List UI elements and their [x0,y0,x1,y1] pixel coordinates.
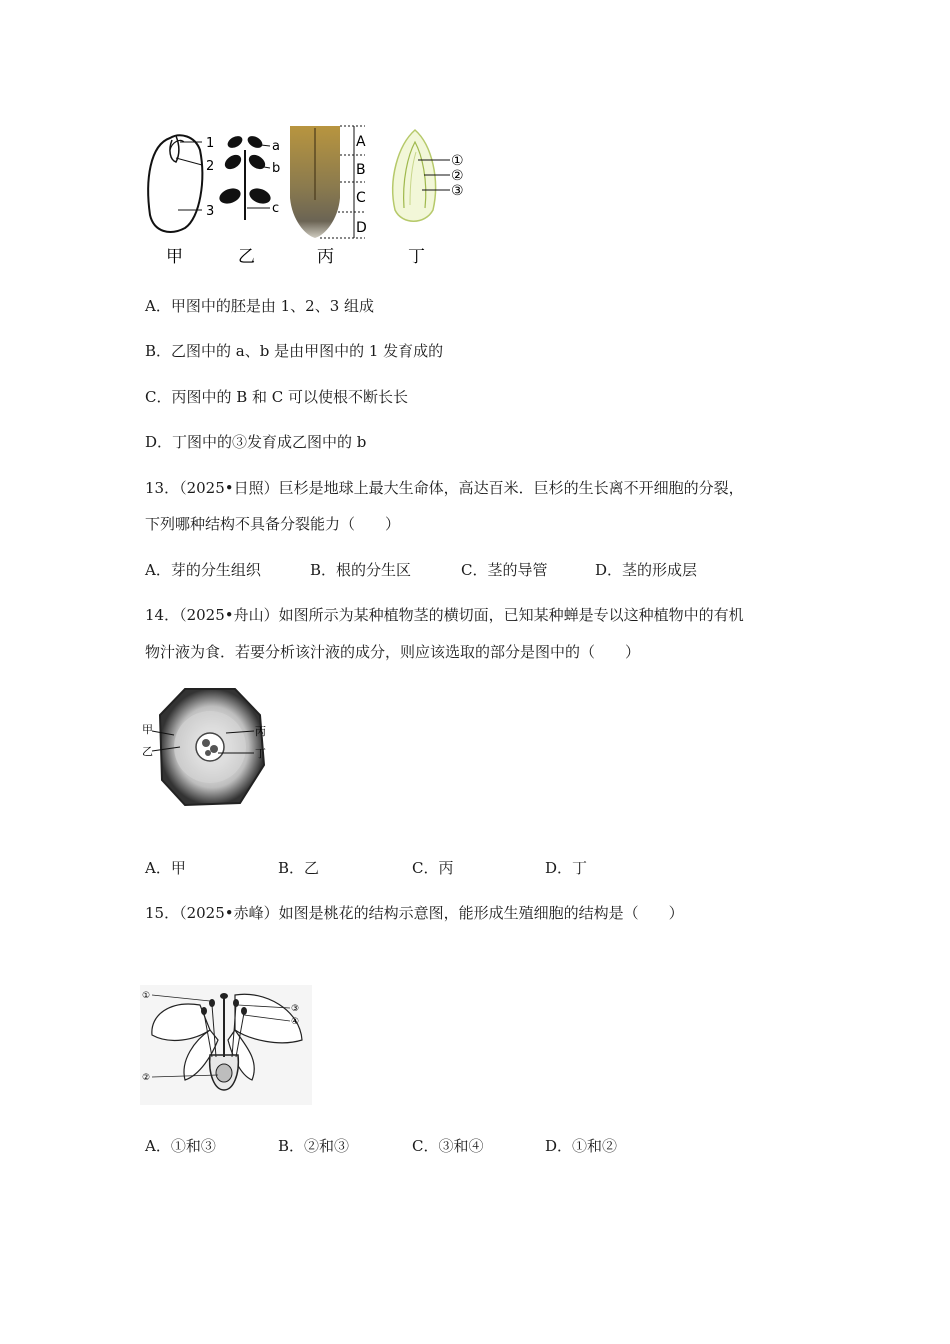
stem-label-ding: 丁 [255,747,266,760]
q15-option-a: A．①和③ [145,1137,216,1155]
q15-option-d: D．①和② [545,1137,618,1155]
bing-label-A: A [356,134,366,150]
q14-option-c: C．丙 [412,859,454,877]
q13-option-d: D．茎的形成层 [595,561,698,579]
jia-label-3: 3 [206,204,215,219]
q14-option-d: D．丁 [545,859,588,877]
q15-peach-flower-figure [140,985,312,1105]
flower-label-3: ③ [291,1004,300,1014]
q12-option-d: D．丁图中的③发育成乙图中的 b [145,433,367,451]
bing-label-B: B [356,162,366,178]
q13-option-c: C．茎的导管 [461,561,548,579]
yi-label-c: c [272,201,280,216]
q12-option-c: C．丙图中的 B 和 C 可以使根不断长长 [145,388,409,406]
ding-label-3: ③ [451,183,464,199]
q12-option-b: B．乙图中的 a、b 是由甲图中的 1 发育成的 [145,342,444,360]
jia-label-1: 1 [206,136,215,151]
q13-option-a: A．芽的分生组织 [145,561,261,579]
ding-label-1: ① [451,153,464,169]
bing-label-D: D [356,220,367,236]
q12-option-a: A．甲图中的胚是由 1、2、3 组成 [145,297,375,315]
yi-label-a: a [272,139,280,154]
q14-option-a: A．甲 [145,859,186,877]
flower-label-2: ② [142,1073,151,1083]
q14-stem-line1: 14．（2025•舟山）如图所示为某种植物茎的横切面，已知某种蝉是专以这种植物中的有机 [145,606,744,624]
q14-stem-line2: 物汁液为食．若要分析该汁液的成分，则应该选取的部分是图中的（ ） [145,643,641,661]
ding-label-2: ② [451,168,464,184]
stem-label-bing: 丙 [255,725,266,738]
ding-name: 丁 [408,247,425,267]
root-tip-diagram-bing [290,126,367,267]
q15-option-b: B．②和③ [278,1137,350,1155]
q14-stem-cross-section-figure [140,685,280,810]
flower-label-1: ① [142,991,151,1001]
q13-stem-line1: 13．（2025•日照）巨杉是地球上最大生命体，高达百米．巨杉的生长离不开细胞的分裂， [145,479,744,497]
jia-name: 甲 [166,247,183,267]
q12-figure [140,120,480,270]
bud-diagram-ding [393,130,464,267]
jia-label-2: 2 [206,159,215,174]
q13-option-b: B．根的分生区 [310,561,412,579]
yi-name: 乙 [238,247,255,267]
stem-label-yi: 乙 [142,745,153,758]
stem-label-jia: 甲 [142,723,153,736]
bing-label-C: C [356,190,366,206]
seedling-diagram-yi [217,134,280,267]
yi-label-b: b [272,161,281,176]
q15-stem: 15．（2025•赤峰）如图是桃花的结构示意图，能形成生殖细胞的结构是（ ） [145,904,684,922]
q14-option-b: B．乙 [278,859,320,877]
q13-stem-line2: 下列哪种结构不具备分裂能力（ ） [145,515,401,533]
seed-diagram-jia [148,135,214,267]
flower-label-4: ④ [291,1017,300,1027]
bing-name: 丙 [317,247,334,267]
q15-option-c: C．③和④ [412,1137,484,1155]
